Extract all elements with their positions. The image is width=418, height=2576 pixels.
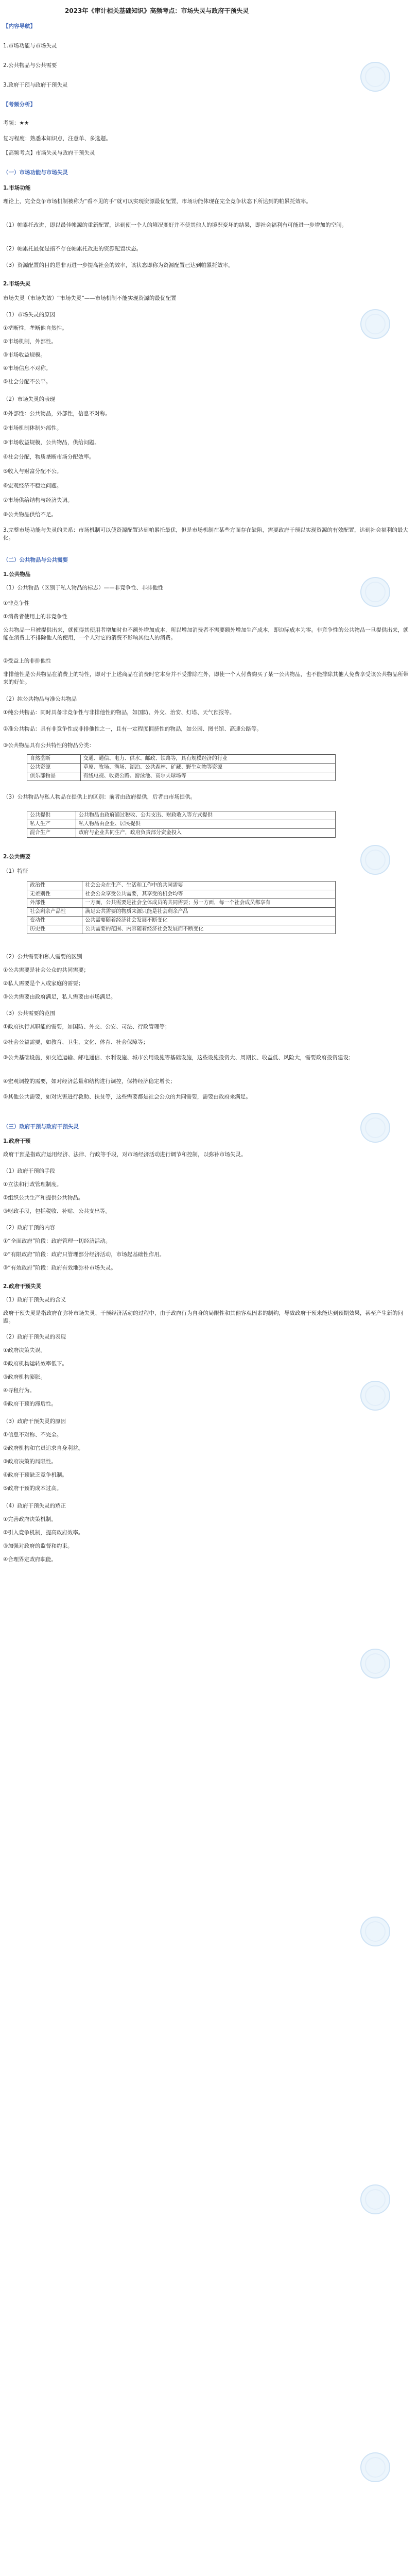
table-cell: 历史性 xyxy=(27,925,82,934)
table-cell: 公共资源 xyxy=(27,764,81,772)
paragraph: （2）帕累托最优是指不存在帕累托改进的资源配置状态。 xyxy=(3,246,142,252)
table-cell: 社会剩余产品性 xyxy=(27,908,82,917)
paragraph: （3）政府干预失灵的原因 xyxy=(3,1418,66,1425)
list-item: ①信息不对称、不完全。 xyxy=(3,1432,62,1438)
table-cell: 有线电视、收费公路、游泳池、高尔夫球场等 xyxy=(80,772,335,781)
paragraph: 公共物品一旦被提供出来，就使得其使用者增加时也不额外增加成本，所以增加消费者不需要额外增加生产成本，即边际成本为零。非竞争性的公共物品一旦提供出来，就能在消费上不排除他人的使用，一个人对它的消费不影响其他人的消费。 xyxy=(3,627,409,641)
frequency-intro: 【高频考点】市场失灵与政府干预失灵 xyxy=(3,150,95,156)
table-row xyxy=(27,764,336,772)
table-cell: 无差别性 xyxy=(27,890,82,899)
list-item: ②“有限政府”阶段：政府只管理部分经济活动，市场起基础性作用。 xyxy=(3,1251,165,1258)
frequency-advice: 复习程度：熟悉本知识点，注意单、多选题。 xyxy=(3,135,111,142)
table-cell: 政治性 xyxy=(27,882,82,890)
subsection-heading: 1.政府干预 xyxy=(3,1138,31,1144)
list-item: ③财政手段，包括税收、补贴、公共支出等。 xyxy=(3,1208,111,1214)
list-item: ④政府干预缺乏竞争机制。 xyxy=(3,1472,67,1478)
frequency-label: 【考频分析】 xyxy=(3,101,36,108)
table-cell: 公共需要的范围、内容随着经济社会发展而不断变化 xyxy=(82,925,336,934)
section-heading: （二）公共物品与公共需要 xyxy=(3,557,68,563)
paragraph: 市场失灵（市场失效）“市场失灵”——市场机制不能实现资源的最优配置 xyxy=(3,295,177,301)
list-item: ③市场收益规模。 xyxy=(3,352,46,358)
table-cell: 公共需要随着经济社会发展不断变化 xyxy=(82,917,336,925)
paragraph: ④宏观调控的需要，如对经济总量和结构进行调控，保持经济稳定增长； xyxy=(3,1078,176,1084)
paragraph: （1）公共物品（区别于私人物品的标志）——非竞争性、非排他性 xyxy=(3,585,164,591)
subsection-heading: 2.政府干预失灵 xyxy=(3,1283,42,1290)
goods-type-table xyxy=(27,754,336,781)
paragraph: （3）公共物品与私人物品在提供上的区别：前者由政府提供，后者由市场提供。 xyxy=(3,794,196,800)
list-item: ⑤政府干预的成本过高。 xyxy=(3,1485,62,1492)
section-heading: （一）市场功能与市场失灵 xyxy=(3,170,68,176)
frequency-stars: 考频：★★ xyxy=(3,120,29,126)
list-item: ④社会分配，物质垄断市场分配效率。 xyxy=(3,454,95,460)
watermark-seal xyxy=(360,62,390,92)
public-need-features-table xyxy=(27,881,336,934)
list-item: ⑦市场供给结构与经济失调。 xyxy=(3,497,73,503)
watermark-seal xyxy=(360,577,390,607)
list-item: ①公共需要是社会公众的共同需要； xyxy=(3,967,89,973)
section-heading: （三）政府干预与政府干预失灵 xyxy=(3,1124,79,1130)
paragraph: ①政府执行其职能的需要，如国防、外交、公安、司法、行政管理等； xyxy=(3,1024,170,1030)
table-cell: 私人物品由企业、居民提供 xyxy=(76,820,335,829)
paragraph: （2）纯公共物品与准公共物品 xyxy=(3,696,77,702)
paragraph: ②受益上的非排他性 xyxy=(3,658,51,664)
paragraph: （1）特征 xyxy=(3,868,28,874)
paragraph: ①纯公共物品：同时具备非竞争性与非排他性的物品，如国防、外交、治安、灯塔、天气预报等。 xyxy=(3,709,235,716)
list-item: ②政府机构运转效率低下。 xyxy=(3,1361,67,1367)
table-row xyxy=(27,890,336,899)
table-cell: 私人生产 xyxy=(27,820,76,829)
paragraph: （1）政府干预失灵的含义 xyxy=(3,1297,66,1303)
table-cell: 草原、牧场、渔场、湖泊、公共森林、矿藏、野生动物等资源 xyxy=(80,764,335,772)
watermark-seal xyxy=(360,1381,390,1411)
table-cell: 一方面，公共需要是社会全体成员的共同需要；另一方面，每一个社会成员都享有 xyxy=(82,899,336,908)
list-item: ④市场信息不对称。 xyxy=(3,365,51,371)
table-cell: 公共提供 xyxy=(27,811,76,820)
nav-item[interactable]: 1.市场功能与市场失灵 xyxy=(3,43,57,49)
table-cell: 公共物品由政府通过税收、公共支出、财政收入等方式提供 xyxy=(76,811,335,820)
paragraph: （2）公共需要和私人需要的区别 xyxy=(3,954,82,960)
list-item: ①完善政府决策机制。 xyxy=(3,1516,57,1522)
table-row xyxy=(27,811,336,820)
list-item: ①“全面政府”阶段：政府管理一切经济活动。 xyxy=(3,1238,111,1244)
watermark-seal xyxy=(360,2184,390,2214)
table-cell: 外部性 xyxy=(27,899,82,908)
subsection-heading: 1.市场功能 xyxy=(3,185,31,191)
supply-mode-table xyxy=(27,811,336,838)
list-item: ①立法和行政管理制度。 xyxy=(3,1181,62,1188)
paragraph: ③公共物品具有公共特性的物品分类： xyxy=(3,742,95,749)
paragraph: （2）政府干预失灵的表现 xyxy=(3,1334,66,1340)
table-cell: 社会公众享受公共需要，其享受的机会均等 xyxy=(82,890,336,899)
list-item: ②私人需要是个人或家庭的需要； xyxy=(3,980,84,987)
table-row xyxy=(27,772,336,781)
list-item: ②组织公共生产和提供公共物品。 xyxy=(3,1195,84,1201)
paragraph: （2）政府干预的内容 xyxy=(3,1225,56,1231)
table-cell: 社会公众在生产、生活和工作中的共同需要 xyxy=(82,882,336,890)
page-title: 2023年《审计相关基础知识》高频考点：市场失灵与政府干预失灵 xyxy=(65,7,249,14)
paragraph: 非排他性是公共物品在消费上的特性，即对于上述商品在消费时它本身并不受排除在外，即使一个人付费购买了某一公共物品，也不能排除其他人免费享受该公共物品所带来的好处。 xyxy=(3,671,409,685)
list-item: ②引入竞争机制，提高政府效率。 xyxy=(3,1530,84,1536)
paragraph: ①消费者使用上的非竞争性 xyxy=(3,614,67,620)
table-cell: 变动性 xyxy=(27,917,82,925)
paragraph: 理论上，完全竞争市场机制被称为“看不见的手”就可以实现资源最优配置，市场功能体现在完全竞争状态下所达到的帕累托效率。 xyxy=(3,198,311,205)
list-item: ②市场机制体制外部性。 xyxy=(3,425,62,431)
subsection-heading: 1.公共物品 xyxy=(3,571,31,578)
paragraph: （1）政府干预的手段 xyxy=(3,1168,56,1174)
table-cell: 混合生产 xyxy=(27,829,76,838)
paragraph: ⑤其他公共需要，如对灾害进行救助、扶贫等，这些需要都是社会公众的共同需要，需要由政府来满足。 xyxy=(3,1094,251,1100)
list-item: ①外部性：公共物品，外部性，信息不对称。 xyxy=(3,411,111,417)
list-item: ③政府机构膨胀。 xyxy=(3,1374,46,1380)
paragraph: （4）政府干预失灵的矫正 xyxy=(3,1503,66,1509)
table-row xyxy=(27,882,336,890)
paragraph: （1）帕累托改进，即以最佳帐源的重新配置，达到使一个人的境况变好并不使其他人的境况变坏的结果，即社会福利有可能进一步增加的空间。 xyxy=(3,222,347,228)
watermark-seal xyxy=(360,309,390,339)
table-row xyxy=(27,899,336,908)
list-item: ①政府决策失误。 xyxy=(3,1347,46,1353)
paragraph: （2）市场失灵的表现 xyxy=(3,396,56,402)
table-cell: 自然垄断 xyxy=(27,755,81,764)
paragraph: （1）市场失灵的原因 xyxy=(3,312,56,318)
list-item: ③加强对政府的监督和约束。 xyxy=(3,1543,73,1549)
paragraph: 政府干预是指政府运用经济、法律、行政等手段，对市场经济活动进行调节和控制，以弥补市场失灵。 xyxy=(3,1151,247,1158)
watermark-seal xyxy=(360,1113,390,1143)
paragraph: ①非竞争性 xyxy=(3,600,30,606)
nav-item[interactable]: 3.政府干预与政府干预失灵 xyxy=(3,82,68,88)
paragraph: 政府干预失灵是指政府在弥补市场失灵、干预经济活动的过程中，由于政府行为自身的局限性和其他客观因素的制约，导致政府干预未能达到预期效果，甚至产生新的问题。 xyxy=(3,1310,403,1324)
table-row xyxy=(27,925,336,934)
list-item: ②政府机构和官员追求自身利益。 xyxy=(3,1445,84,1451)
list-item: ④寻租行为。 xyxy=(3,1387,35,1394)
list-item: ⑥宏观经济不稳定问题。 xyxy=(3,483,62,489)
list-item: ⑤政府干预的滞后性。 xyxy=(3,1401,57,1407)
watermark-seal xyxy=(360,845,390,875)
list-item: ⑤社会分配不公平。 xyxy=(3,379,51,385)
list-item: ⑧公共物品供给不足。 xyxy=(3,512,57,518)
table-row xyxy=(27,820,336,829)
paragraph: ②准公共物品：具有非竞争性或非排他性之一，且有一定程度拥挤性的物品，如公园、图书馆、高速公路等。 xyxy=(3,726,262,732)
list-item: ③公共需要由政府满足，私人需要由市场满足。 xyxy=(3,994,116,1000)
paragraph: 3.完整市场功能与失灵的关系：市场机制可以使资源配置达到帕累托最优，但是市场机制在某些方面存在缺陷，需要政府干预以实现资源的有效配置，达到社会福利的最大化。 xyxy=(3,527,409,541)
table-cell: 满足公共需要的物质来源只能是社会剩余产品 xyxy=(82,908,336,917)
table-cell: 交通、通信、电力、供水、邮政、铁路等，具有规模经济的行业 xyxy=(80,755,335,764)
watermark-seal xyxy=(360,2452,390,2482)
list-item: ⑤收入与财富分配不公。 xyxy=(3,468,62,474)
table-row xyxy=(27,908,336,917)
list-item: ①垄断性，垄断他自然性。 xyxy=(3,325,67,331)
list-item: ③“有效政府”阶段：政府有效地弥补市场失灵。 xyxy=(3,1265,116,1271)
paragraph: （3）公共需要的范围 xyxy=(3,1010,56,1016)
paragraph: ③公共基础设施，如交通运输、邮电通信、水利设施、城市公用设施等基础设施，这些设施投资大、周期长、收益低、风险大，需要政府投资建设； xyxy=(3,1055,354,1061)
table-row xyxy=(27,755,336,764)
subsection-heading: 2.市场失灵 xyxy=(3,281,31,287)
list-item: ④合理界定政府职能。 xyxy=(3,1556,57,1563)
watermark-seal xyxy=(360,1649,390,1679)
table-row xyxy=(27,917,336,925)
list-item: ③市场收益规模，公共物品，供给问题。 xyxy=(3,439,100,446)
table-cell: 政府与企业共同生产，政府负责部分资金投入 xyxy=(76,829,335,838)
table-row xyxy=(27,829,336,838)
nav-item[interactable]: 2.公共物品与公共需要 xyxy=(3,62,57,69)
list-item: ③政府决策的局限性。 xyxy=(3,1459,57,1465)
content-nav-label: 【内容导航】 xyxy=(3,23,36,29)
paragraph: ②社会公益需要，如教育、卫生、文化、体育、社会保障等； xyxy=(3,1039,149,1045)
paragraph: （3）资源配置的目的是非再进一步提高社会的效率，该状态即称为资源配置已达到帕累托效率。 xyxy=(3,262,234,268)
watermark-seal xyxy=(360,1917,390,1946)
subsection-heading: 2.公共需要 xyxy=(3,854,31,860)
table-cell: 俱乐部物品 xyxy=(27,772,81,781)
list-item: ②市场机制，外部性。 xyxy=(3,338,57,345)
